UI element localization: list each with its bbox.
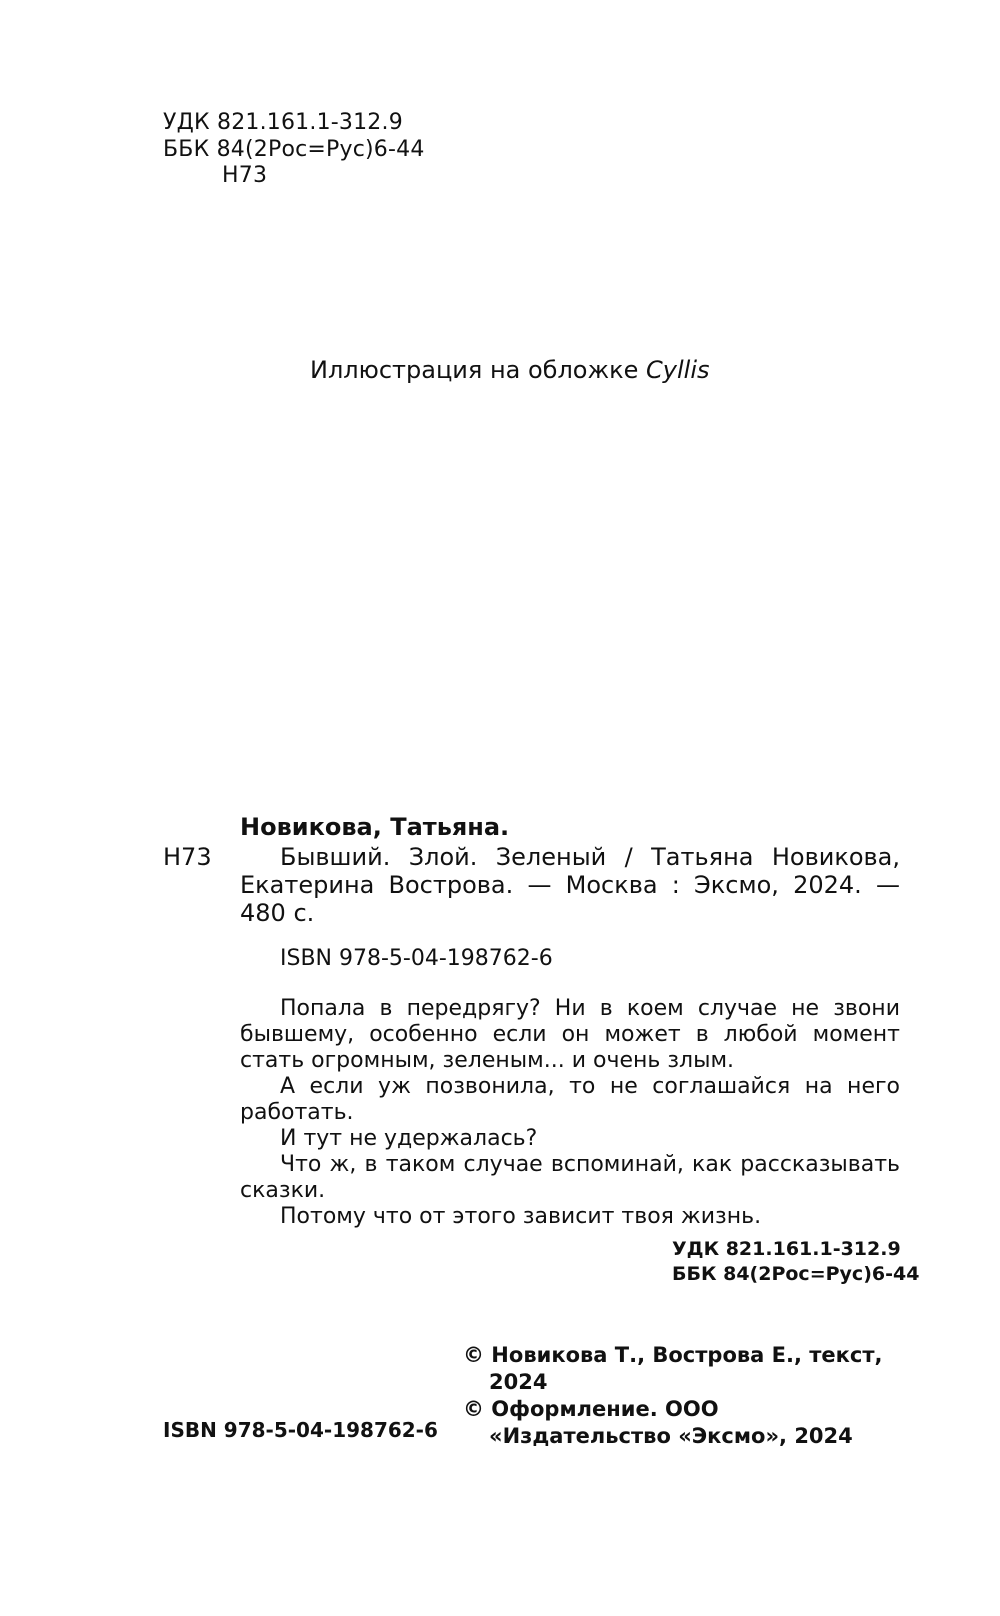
- footer-isbn: ISBN 978-5-04-198762-6: [163, 1418, 438, 1442]
- bbk-code: ББК 84(2Рос=Рус)6-44: [163, 137, 425, 162]
- illustration-label: Иллюстрация на обложке: [310, 356, 639, 384]
- copyright-text: © Новикова Т., Вострова Е., текст, 2024: [463, 1343, 883, 1394]
- illustration-credit: [310, 355, 709, 385]
- catalog-author: Новикова, Татьяна.: [240, 813, 510, 841]
- annotation-paragraph: Потому что от этого зависит твоя жизнь.: [280, 1204, 762, 1229]
- annotation: [240, 996, 900, 1230]
- classification-bbk: ББК 84(2Рос=Рус)6-44: [672, 1263, 920, 1285]
- annotation-paragraph: Что ж, в таком случае вспоминай, как рассказывать сказки.: [240, 1152, 900, 1203]
- annotation-paragraph: А если уж позвонила, то не соглашайся на него работать.: [240, 1074, 900, 1125]
- catalog-description: Бывший. Злой. Зеленый / Татьяна Новикова, Екатерина Вострова. — Москва : Эксмо, 2024. — 480 с.: [240, 843, 900, 927]
- catalog-author-sign: Н73: [163, 843, 212, 871]
- classification-udc: УДК 821.161.1-312.9: [672, 1238, 901, 1260]
- catalog-isbn: ISBN 978-5-04-198762-6: [280, 946, 553, 971]
- author-sign: Н73: [222, 163, 268, 188]
- udc-code: УДК 821.161.1-312.9: [163, 110, 403, 135]
- copyright-design: © Оформление. ООО «Издательство «Эксмо», 2024: [463, 1397, 853, 1448]
- copyright-block: [463, 1342, 903, 1450]
- illustration-artist: Cyllis: [646, 356, 710, 384]
- annotation-paragraph: И тут не удержалась?: [280, 1126, 538, 1151]
- annotation-paragraph: Попала в передрягу? Ни в коем случае не звони бывшему, особенно если он может в любой момент стать огромным, зеленым... и очень злым.: [240, 996, 900, 1073]
- classification-codes: [672, 1237, 919, 1287]
